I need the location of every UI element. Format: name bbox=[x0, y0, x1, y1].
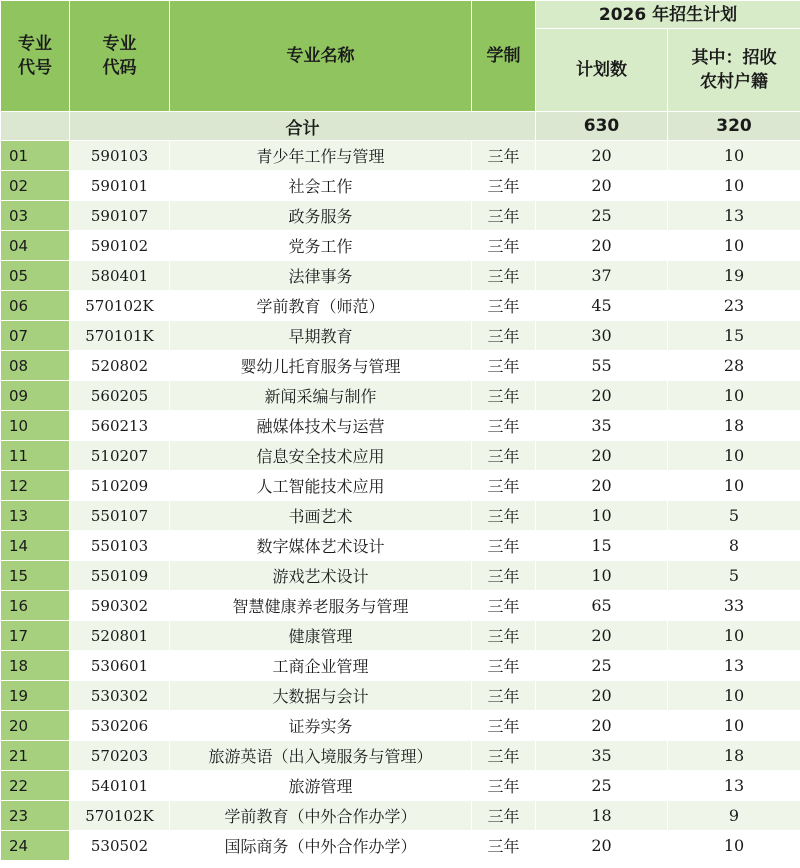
years-cell: 三年 bbox=[472, 711, 536, 741]
rural-count-cell: 10 bbox=[668, 711, 800, 741]
major-name-cell: 书画艺术 bbox=[170, 501, 472, 531]
years-cell: 三年 bbox=[472, 351, 536, 381]
table-row bbox=[1, 231, 800, 261]
plan-count-cell: 10 bbox=[536, 501, 668, 531]
table-row bbox=[1, 381, 800, 411]
plan-count-cell: 37 bbox=[536, 261, 668, 291]
major-number-cell: 15 bbox=[1, 561, 70, 591]
table-row bbox=[1, 321, 800, 351]
table-row bbox=[1, 681, 800, 711]
major-number-cell: 07 bbox=[1, 321, 70, 351]
table-row bbox=[1, 171, 800, 201]
major-code-cell: 580401 bbox=[70, 261, 170, 291]
major-name-cell: 青少年工作与管理 bbox=[170, 141, 472, 171]
table-row bbox=[1, 621, 800, 651]
rural-count-cell: 15 bbox=[668, 321, 800, 351]
major-name-cell: 早期教育 bbox=[170, 321, 472, 351]
major-number-cell: 06 bbox=[1, 291, 70, 321]
major-name-cell: 旅游管理 bbox=[170, 771, 472, 801]
plan-count-cell: 10 bbox=[536, 561, 668, 591]
table-row bbox=[1, 141, 800, 171]
major-name-cell: 人工智能技术应用 bbox=[170, 471, 472, 501]
major-code-cell: 520802 bbox=[70, 351, 170, 381]
major-name-cell: 政务服务 bbox=[170, 201, 472, 231]
major-number-cell: 22 bbox=[1, 771, 70, 801]
major-name-cell: 健康管理 bbox=[170, 621, 472, 651]
years-cell: 三年 bbox=[472, 261, 536, 291]
years-cell: 三年 bbox=[472, 591, 536, 621]
years-cell: 三年 bbox=[472, 561, 536, 591]
table-row bbox=[1, 711, 800, 741]
rural-count-cell: 10 bbox=[668, 621, 800, 651]
header-major-number: 专业 代号 bbox=[1, 1, 70, 112]
years-cell: 三年 bbox=[472, 411, 536, 441]
rural-count-cell: 10 bbox=[668, 831, 800, 861]
years-cell: 三年 bbox=[472, 531, 536, 561]
major-code-cell: 520801 bbox=[70, 621, 170, 651]
rural-count-cell: 9 bbox=[668, 801, 800, 831]
plan-count-cell: 35 bbox=[536, 411, 668, 441]
rural-count-cell: 23 bbox=[668, 291, 800, 321]
major-number-cell: 03 bbox=[1, 201, 70, 231]
rural-count-cell: 5 bbox=[668, 561, 800, 591]
years-cell: 三年 bbox=[472, 501, 536, 531]
header-plan-group: 2026 年招生计划 bbox=[536, 1, 800, 29]
rural-count-cell: 10 bbox=[668, 681, 800, 711]
plan-count-cell: 35 bbox=[536, 741, 668, 771]
plan-count-cell: 25 bbox=[536, 201, 668, 231]
header-plan-count: 计划数 bbox=[536, 29, 668, 112]
major-code-cell: 590101 bbox=[70, 171, 170, 201]
rural-count-cell: 19 bbox=[668, 261, 800, 291]
years-cell: 三年 bbox=[472, 381, 536, 411]
major-name-cell: 证券实务 bbox=[170, 711, 472, 741]
years-cell: 三年 bbox=[472, 651, 536, 681]
major-name-cell: 数字媒体艺术设计 bbox=[170, 531, 472, 561]
major-name-cell: 学前教育（师范） bbox=[170, 291, 472, 321]
table-row bbox=[1, 351, 800, 381]
table-header bbox=[1, 1, 800, 112]
table-row bbox=[1, 831, 800, 861]
major-number-cell: 21 bbox=[1, 741, 70, 771]
table-body bbox=[1, 141, 800, 861]
major-number-cell: 04 bbox=[1, 231, 70, 261]
table-row bbox=[1, 531, 800, 561]
plan-count-cell: 30 bbox=[536, 321, 668, 351]
major-code-cell: 570203 bbox=[70, 741, 170, 771]
rural-count-cell: 13 bbox=[668, 771, 800, 801]
major-name-cell: 新闻采编与制作 bbox=[170, 381, 472, 411]
plan-count-cell: 25 bbox=[536, 651, 668, 681]
rural-count-cell: 10 bbox=[668, 141, 800, 171]
table-row bbox=[1, 261, 800, 291]
years-cell: 三年 bbox=[472, 321, 536, 351]
plan-count-cell: 45 bbox=[536, 291, 668, 321]
major-name-cell: 社会工作 bbox=[170, 171, 472, 201]
major-code-cell: 510207 bbox=[70, 441, 170, 471]
major-name-cell: 融媒体技术与运营 bbox=[170, 411, 472, 441]
years-cell: 三年 bbox=[472, 141, 536, 171]
years-cell: 三年 bbox=[472, 801, 536, 831]
rural-count-cell: 8 bbox=[668, 531, 800, 561]
major-code-cell: 540101 bbox=[70, 771, 170, 801]
plan-count-cell: 20 bbox=[536, 621, 668, 651]
major-number-cell: 24 bbox=[1, 831, 70, 861]
plan-count-cell: 20 bbox=[536, 231, 668, 261]
major-name-cell: 学前教育（中外合作办学） bbox=[170, 801, 472, 831]
major-number-cell: 14 bbox=[1, 531, 70, 561]
rural-count-cell: 10 bbox=[668, 381, 800, 411]
major-number-cell: 09 bbox=[1, 381, 70, 411]
major-code-cell: 570102K bbox=[70, 291, 170, 321]
total-label: 合计 bbox=[70, 112, 536, 141]
major-code-cell: 590103 bbox=[70, 141, 170, 171]
table-row bbox=[1, 291, 800, 321]
table-row bbox=[1, 441, 800, 471]
major-number-cell: 01 bbox=[1, 141, 70, 171]
major-code-cell: 530502 bbox=[70, 831, 170, 861]
major-code-cell: 530601 bbox=[70, 651, 170, 681]
major-code-cell: 510209 bbox=[70, 471, 170, 501]
major-code-cell: 550107 bbox=[70, 501, 170, 531]
major-number-cell: 19 bbox=[1, 681, 70, 711]
table-row bbox=[1, 501, 800, 531]
plan-count-cell: 20 bbox=[536, 441, 668, 471]
major-number-cell: 05 bbox=[1, 261, 70, 291]
major-code-cell: 550103 bbox=[70, 531, 170, 561]
plan-count-cell: 20 bbox=[536, 831, 668, 861]
rural-count-cell: 13 bbox=[668, 651, 800, 681]
header-major-code: 专业 代码 bbox=[70, 1, 170, 112]
major-name-cell: 旅游英语（出入境服务与管理） bbox=[170, 741, 472, 771]
years-cell: 三年 bbox=[472, 471, 536, 501]
rural-count-cell: 13 bbox=[668, 201, 800, 231]
major-code-cell: 560213 bbox=[70, 411, 170, 441]
major-number-cell: 12 bbox=[1, 471, 70, 501]
major-name-cell: 婴幼儿托育服务与管理 bbox=[170, 351, 472, 381]
header-rural-count: 其中：招收 农村户籍 bbox=[668, 29, 800, 112]
major-number-cell: 11 bbox=[1, 441, 70, 471]
years-cell: 三年 bbox=[472, 831, 536, 861]
major-number-cell: 16 bbox=[1, 591, 70, 621]
plan-count-cell: 20 bbox=[536, 681, 668, 711]
major-code-cell: 530302 bbox=[70, 681, 170, 711]
table-row bbox=[1, 561, 800, 591]
total-rural: 320 bbox=[668, 112, 800, 141]
major-name-cell: 信息安全技术应用 bbox=[170, 441, 472, 471]
major-name-cell: 工商企业管理 bbox=[170, 651, 472, 681]
years-cell: 三年 bbox=[472, 621, 536, 651]
total-plan: 630 bbox=[536, 112, 668, 141]
rural-count-cell: 10 bbox=[668, 471, 800, 501]
major-number-cell: 23 bbox=[1, 801, 70, 831]
table-row bbox=[1, 591, 800, 621]
rural-count-cell: 5 bbox=[668, 501, 800, 531]
years-cell: 三年 bbox=[472, 291, 536, 321]
major-number-cell: 10 bbox=[1, 411, 70, 441]
years-cell: 三年 bbox=[472, 441, 536, 471]
plan-count-cell: 15 bbox=[536, 531, 668, 561]
major-code-cell: 550109 bbox=[70, 561, 170, 591]
total-blank-cell bbox=[1, 112, 70, 141]
major-code-cell: 570101K bbox=[70, 321, 170, 351]
years-cell: 三年 bbox=[472, 171, 536, 201]
major-name-cell: 游戏艺术设计 bbox=[170, 561, 472, 591]
years-cell: 三年 bbox=[472, 231, 536, 261]
major-number-cell: 20 bbox=[1, 711, 70, 741]
major-number-cell: 02 bbox=[1, 171, 70, 201]
plan-count-cell: 65 bbox=[536, 591, 668, 621]
plan-count-cell: 20 bbox=[536, 171, 668, 201]
major-code-cell: 530206 bbox=[70, 711, 170, 741]
rural-count-cell: 10 bbox=[668, 231, 800, 261]
major-number-cell: 08 bbox=[1, 351, 70, 381]
major-name-cell: 党务工作 bbox=[170, 231, 472, 261]
years-cell: 三年 bbox=[472, 201, 536, 231]
header-years: 学制 bbox=[472, 1, 536, 112]
major-code-cell: 560205 bbox=[70, 381, 170, 411]
plan-count-cell: 20 bbox=[536, 141, 668, 171]
major-number-cell: 17 bbox=[1, 621, 70, 651]
table-row bbox=[1, 801, 800, 831]
plan-count-cell: 55 bbox=[536, 351, 668, 381]
major-name-cell: 大数据与会计 bbox=[170, 681, 472, 711]
rural-count-cell: 18 bbox=[668, 741, 800, 771]
years-cell: 三年 bbox=[472, 741, 536, 771]
plan-count-cell: 20 bbox=[536, 471, 668, 501]
table-row bbox=[1, 771, 800, 801]
major-code-cell: 570102K bbox=[70, 801, 170, 831]
table-row bbox=[1, 651, 800, 681]
years-cell: 三年 bbox=[472, 681, 536, 711]
major-name-cell: 智慧健康养老服务与管理 bbox=[170, 591, 472, 621]
rural-count-cell: 10 bbox=[668, 171, 800, 201]
major-number-cell: 13 bbox=[1, 501, 70, 531]
table-row bbox=[1, 471, 800, 501]
plan-count-cell: 18 bbox=[536, 801, 668, 831]
table-row bbox=[1, 201, 800, 231]
plan-count-cell: 20 bbox=[536, 711, 668, 741]
header-major-name: 专业名称 bbox=[170, 1, 472, 112]
total-row bbox=[1, 112, 800, 141]
plan-count-cell: 25 bbox=[536, 771, 668, 801]
years-cell: 三年 bbox=[472, 771, 536, 801]
major-name-cell: 法律事务 bbox=[170, 261, 472, 291]
rural-count-cell: 33 bbox=[668, 591, 800, 621]
major-name-cell: 国际商务（中外合作办学） bbox=[170, 831, 472, 861]
major-code-cell: 590302 bbox=[70, 591, 170, 621]
major-code-cell: 590107 bbox=[70, 201, 170, 231]
rural-count-cell: 28 bbox=[668, 351, 800, 381]
major-number-cell: 18 bbox=[1, 651, 70, 681]
table-row bbox=[1, 741, 800, 771]
plan-count-cell: 20 bbox=[536, 381, 668, 411]
table-row bbox=[1, 411, 800, 441]
rural-count-cell: 18 bbox=[668, 411, 800, 441]
major-code-cell: 590102 bbox=[70, 231, 170, 261]
rural-count-cell: 10 bbox=[668, 441, 800, 471]
